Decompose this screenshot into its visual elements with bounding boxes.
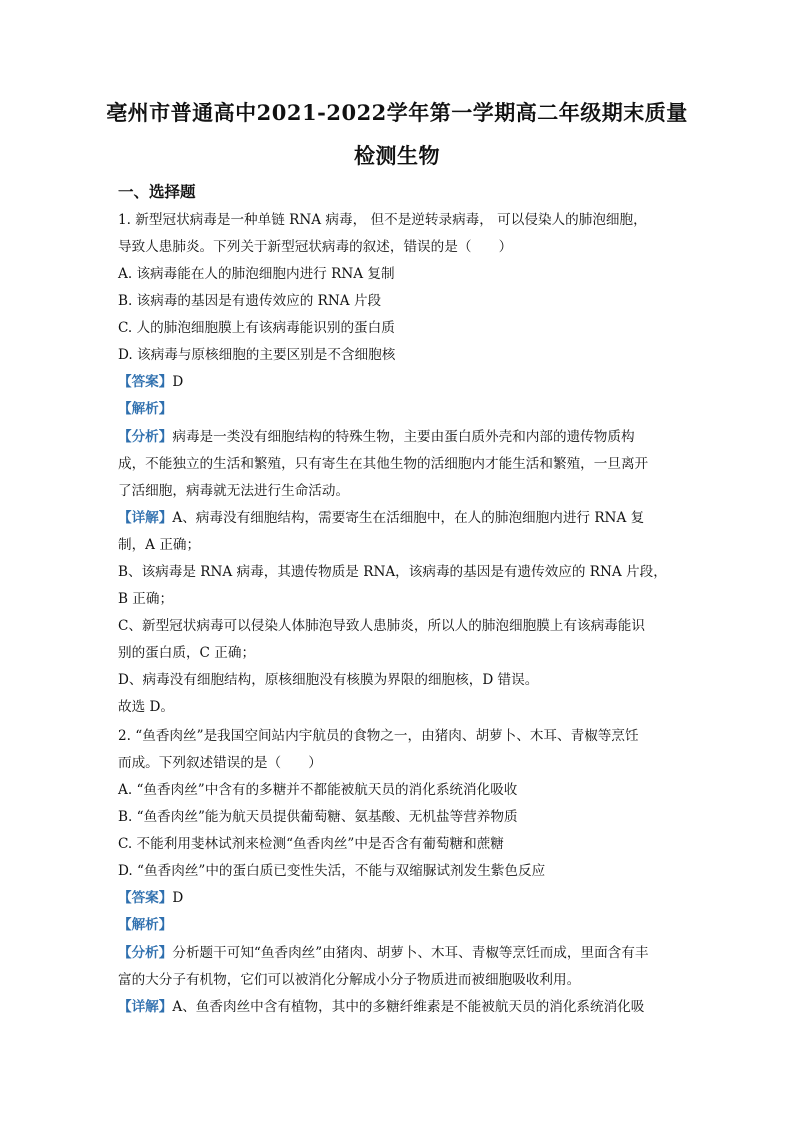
document-title-line-2: 检测生物 <box>354 143 440 168</box>
fenxi-text: 病毒是一类没有细胞结构的特殊生物，主要由蛋白质外壳和内部的遗传物质构 <box>172 429 635 445</box>
document-title-line-1: 亳州市普通高中2021-2022学年第一学期高二年级期末质量 <box>106 100 688 125</box>
detail-text: A、鱼香肉丝中含有植物，其中的多糖纤维素是不能被航天员的消化系统消化吸 <box>172 999 645 1015</box>
q1-stem-line-2: 导致人患肺炎。下列关于新型冠状病毒的叙述，错误的是（ ） <box>118 239 513 255</box>
q2-option-c: C. 不能利用斐林试剂来检测“鱼香肉丝”中是否含有葡萄糖和蔗糖 <box>118 836 504 852</box>
q2-analysis-heading <box>118 916 678 934</box>
q1-detail-line-6: 别的蛋白质，C 正确； <box>118 645 256 661</box>
q2-option-b: B. “鱼香肉丝”能为航天员提供葡萄糖、氨基酸、无机盐等营养物质 <box>118 809 518 825</box>
q1-stem-line-1: 1. 新型冠状病毒是一种单链 RNA 病毒， 但不是逆转录病毒， 可以侵染人的肺泡细胞， <box>118 212 647 228</box>
q1-conclusion: 故选 D。 <box>118 699 175 715</box>
q2-detail-line-1 <box>118 998 678 1016</box>
q2-answer <box>118 889 678 907</box>
q1-fenxi-line-2: 成，不能独立的生活和繁殖，只有寄生在其他生物的活细胞内才能生活和繁殖，一旦离开 <box>118 456 649 472</box>
analysis-tag: 【解析】 <box>118 401 173 417</box>
fenxi-tag: 【分析】 <box>118 945 173 961</box>
q1-fenxi-line-1 <box>118 428 678 446</box>
fenxi-text: 分析题干可知“鱼香肉丝”由猪肉、胡萝卜、木耳、青椒等烹饪而成，里面含有丰 <box>172 945 649 961</box>
q1-option-c: C. 人的肺泡细胞膜上有该病毒能识别的蛋白质 <box>118 320 395 336</box>
answer-value: D <box>172 374 184 390</box>
q1-option-a: A. 该病毒能在人的肺泡细胞内进行 RNA 复制 <box>118 266 395 282</box>
q2-option-a: A. “鱼香肉丝”中含有的多糖并不都能被航天员的消化系统消化吸收 <box>118 782 518 798</box>
detail-tag: 【详解】 <box>118 999 173 1015</box>
detail-text: A、病毒没有细胞结构，需要寄生在活细胞中，在人的肺泡细胞内进行 RNA 复 <box>172 510 645 526</box>
q1-detail-line-5: C、新型冠状病毒可以侵染人体肺泡导致人患肺炎，所以人的肺泡细胞膜上有该病毒能识 <box>118 618 645 634</box>
q1-detail-line-2: 制，A 正确； <box>118 537 201 553</box>
q1-detail-line-4: B 正确； <box>118 591 174 607</box>
answer-tag: 【答案】 <box>118 374 173 390</box>
q1-option-d: D. 该病毒与原核细胞的主要区别是不含细胞核 <box>118 347 396 363</box>
q1-detail-line-7: D、病毒没有细胞结构，原核细胞没有核膜为界限的细胞核，D 错误。 <box>118 672 539 688</box>
fenxi-tag: 【分析】 <box>118 429 173 445</box>
answer-value: D <box>172 890 184 906</box>
q1-fenxi-line-3: 了活细胞，病毒就无法进行生命活动。 <box>118 483 350 499</box>
q1-option-b: B. 该病毒的基因是有遗传效应的 RNA 片段 <box>118 293 382 309</box>
q2-fenxi-line-2: 富的大分子有机物，它们可以被消化分解成小分子物质进而被细胞吸收利用。 <box>118 972 581 988</box>
answer-tag: 【答案】 <box>118 890 173 906</box>
q2-stem-line-2: 而成。下列叙述错误的是（ ） <box>118 755 322 771</box>
detail-tag: 【详解】 <box>118 510 173 526</box>
q1-detail-line-1 <box>118 509 678 527</box>
q1-answer <box>118 373 678 391</box>
q2-option-d: D. “鱼香肉丝”中的蛋白质已变性失活，不能与双缩脲试剂发生紫色反应 <box>118 863 546 879</box>
section-heading: 一、选择题 <box>118 182 196 201</box>
q1-analysis-heading <box>118 400 678 418</box>
q2-fenxi-line-1 <box>118 944 678 962</box>
analysis-tag: 【解析】 <box>118 917 173 933</box>
q1-detail-line-3: B、该病毒是 RNA 病毒，其遗传物质是 RNA，该病毒的基因是有遗传效应的 RNA 片段， <box>118 564 667 580</box>
q2-stem-line-1: 2. “鱼香肉丝”是我国空间站内宇航员的食物之一，由猪肉、胡萝卜、木耳、青椒等烹饪 <box>118 728 639 744</box>
